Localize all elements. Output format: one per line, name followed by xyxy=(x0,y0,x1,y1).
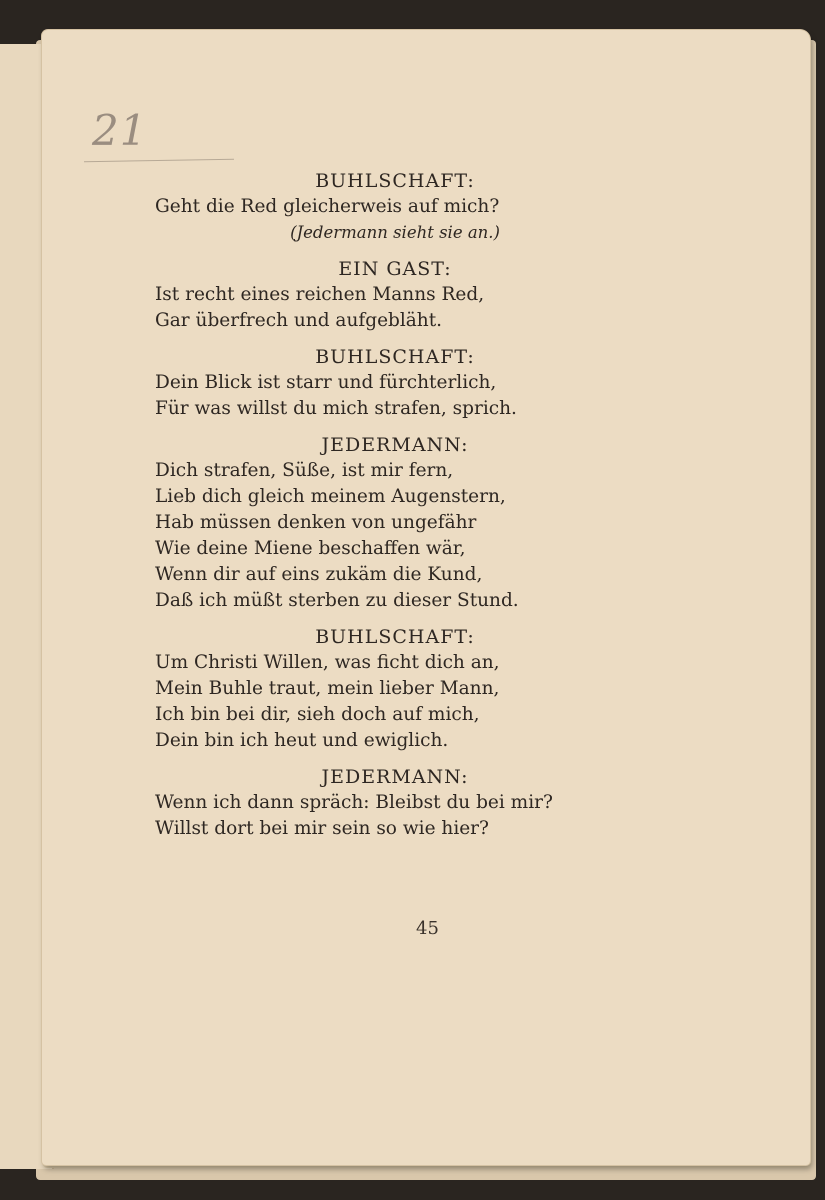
verse-line: Lieb dich gleich meinem Augenstern, xyxy=(155,486,506,507)
speaker-name: BUHLSCHAFT: xyxy=(315,170,475,192)
stage-direction: (Jedermann sieht sie an.) xyxy=(290,223,500,242)
verse-line: Wenn dir auf eins zukäm die Kund, xyxy=(155,564,483,585)
speaker-name: BUHLSCHAFT: xyxy=(315,346,475,368)
verse-line: Für was willst du mich strafen, sprich. xyxy=(155,398,517,419)
verse-line: Hab müssen denken von ungefähr xyxy=(155,512,477,533)
verse-line: Gar überfrech und aufgebläht. xyxy=(155,310,443,331)
verse-line: Mein Buhle traut, mein lieber Mann, xyxy=(155,678,500,699)
verse-line: Geht die Red gleicherweis auf mich? xyxy=(155,196,500,217)
verse-line: Dich strafen, Süße, ist mir fern, xyxy=(155,460,454,481)
speaker-name: EIN GAST: xyxy=(338,258,452,280)
speaker-name: BUHLSCHAFT: xyxy=(315,626,475,648)
verse-line: Daß ich müßt sterben zu dieser Stund. xyxy=(155,590,519,611)
verse-line: Um Christi Willen, was ficht dich an, xyxy=(155,652,500,673)
speaker-name: JEDERMANN: xyxy=(321,434,469,456)
play-text xyxy=(155,168,575,842)
verse-line: Dein bin ich heut und ewiglich. xyxy=(155,730,449,751)
verse-line: Willst dort bei mir sein so wie hier? xyxy=(155,818,489,839)
verse-line: Wie deine Miene beschaffen wär, xyxy=(155,538,466,559)
handwritten-folio-mark: 21 xyxy=(92,106,148,155)
page-number: 45 xyxy=(416,918,439,939)
verse-line: Ich bin bei dir, sieh doch auf mich, xyxy=(155,704,480,725)
verse-line: Dein Blick ist starr und fürchterlich, xyxy=(155,372,497,393)
verse-line: Wenn ich dann spräch: Bleibst du bei mir? xyxy=(155,792,553,813)
speaker-name: JEDERMANN: xyxy=(321,766,469,788)
verse-line: Ist recht eines reichen Manns Red, xyxy=(155,284,485,305)
